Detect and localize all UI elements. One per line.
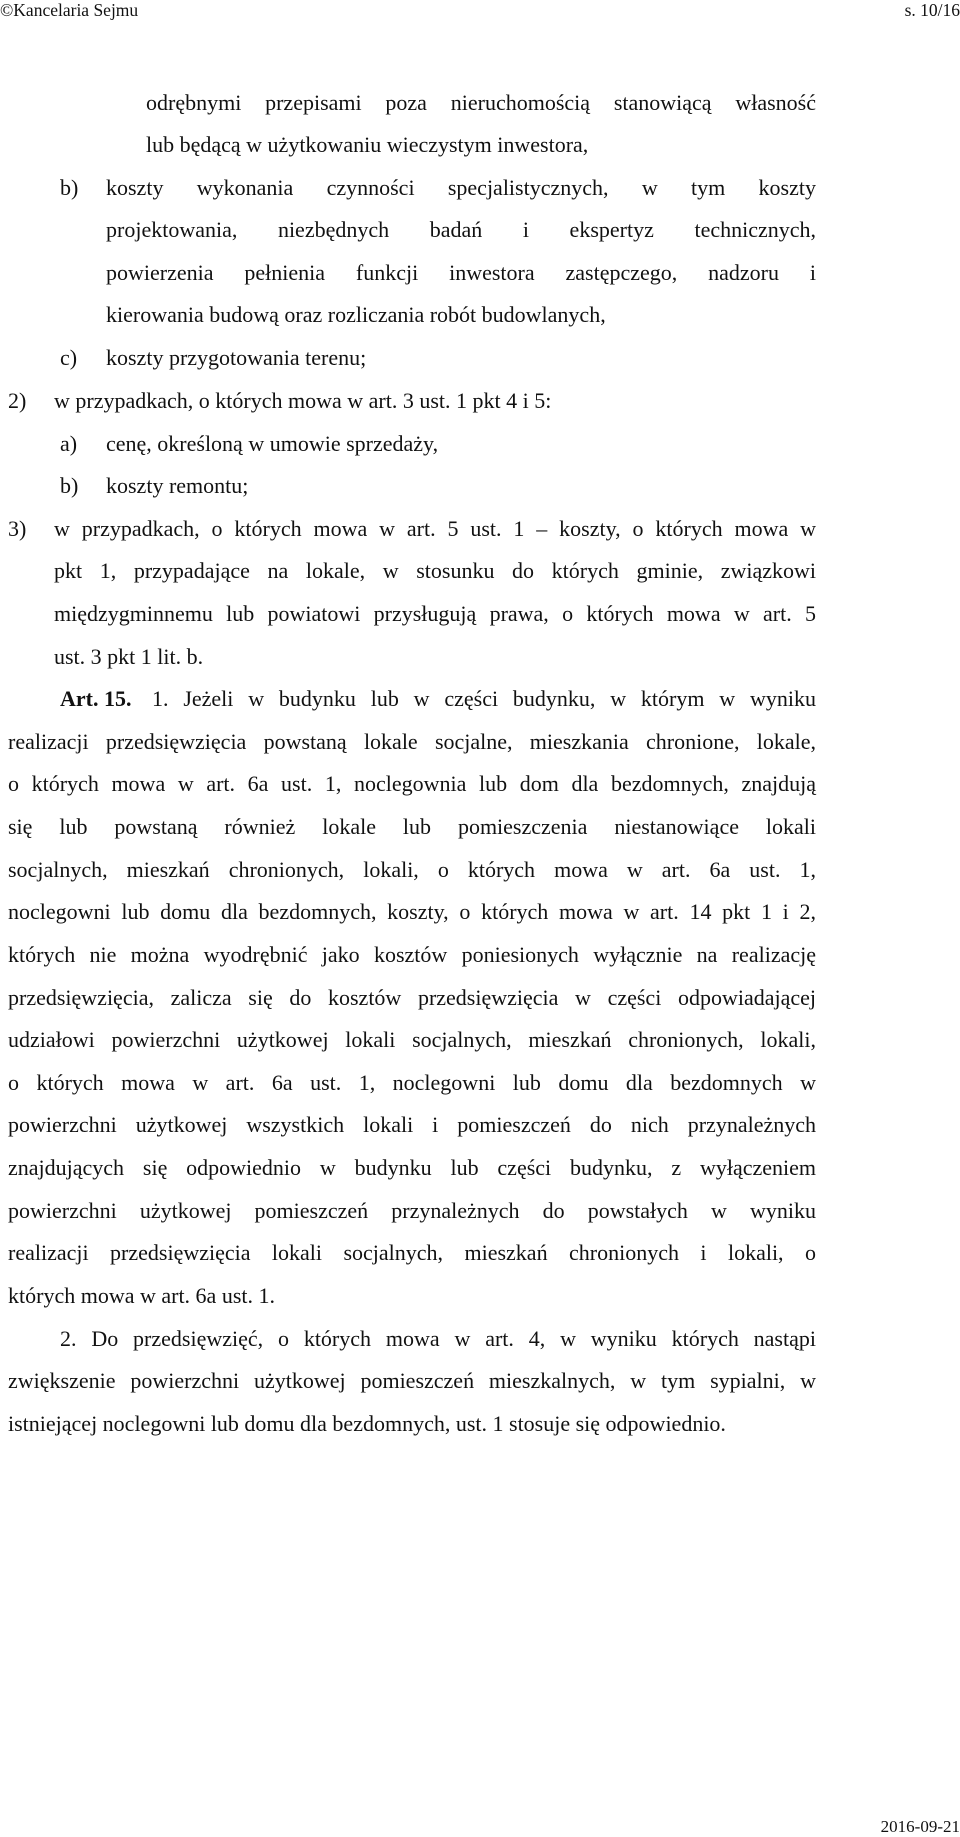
header-copyright: ©Kancelaria Sejmu — [0, 0, 139, 20]
text-line: realizacji przedsięwzięcia powstaną lokale socjalne, mieszkania chronione, lokale, — [8, 729, 816, 754]
text-line: powierzenia pełnienia funkcji inwestora zastępczego, nadzoru i — [106, 260, 816, 285]
text-line: realizacji przedsięwzięcia lokali socjalnych, mieszkań chronionych i lokali, o — [8, 1240, 816, 1265]
list-text: koszty przygotowania terenu; — [106, 345, 367, 370]
text-line: odrębnymi przepisami poza nieruchomością stanowiącą własność — [146, 90, 816, 115]
text-line: przedsięwzięcia, zalicza się do kosztów przedsięwzięcia w części odpowiadającej — [8, 985, 816, 1010]
text-line: lub będącą w użytkowaniu wieczystym inwestora, — [146, 132, 589, 157]
text-line: projektowania, niezbędnych badań i ekspertyz technicznych, — [106, 217, 816, 242]
text-line: których nie można wyodrębnić jako kosztów poniesionych wyłącznie na realizację — [8, 942, 816, 967]
text-line: międzygminnemu lub powiatowi przysługują prawa, o których mowa w art. 5 — [54, 601, 816, 626]
text-line: socjalnych, mieszkań chronionych, lokali, o których mowa w art. 6a ust. 1, — [8, 857, 816, 882]
list-label: b) — [60, 175, 79, 200]
text-line: powierzchni użytkowej wszystkich lokali i pomieszczeń do nich przynależnych — [8, 1112, 816, 1137]
list-text: w przypadkach, o których mowa w art. 5 ust. 1 – koszty, o których mowa w — [54, 516, 816, 541]
text-line: o których mowa w art. 6a ust. 1, noclegowni lub domu dla bezdomnych w — [8, 1070, 816, 1095]
list-text: cenę, określoną w umowie sprzedaży, — [106, 431, 439, 456]
article-text: 1. Jeżeli w budynku lub w części budynku, w którym w wyniku — [152, 686, 816, 711]
article-number: Art. 15. — [60, 686, 132, 711]
list-text: w przypadkach, o których mowa w art. 3 ust. 1 pkt 4 i 5: — [54, 388, 552, 413]
text-line: znajdujących się odpowiednio w budynku lub części budynku, z wyłączeniem — [8, 1155, 816, 1180]
list-label: b) — [60, 473, 79, 498]
list-text: koszty remontu; — [106, 473, 249, 498]
text-line: powierzchni użytkowej pomieszczeń przynależnych do powstałych w wyniku — [8, 1198, 816, 1223]
text-line: kierowania budową oraz rozliczania robót budowlanych, — [106, 302, 606, 327]
list-label: 3) — [8, 516, 27, 541]
text-line: istniejącej noclegowni lub domu dla bezdomnych, ust. 1 stosuje się odpowiednio. — [8, 1411, 726, 1436]
list-label: a) — [60, 431, 78, 456]
text-line: o których mowa w art. 6a ust. 1, noclegownia lub dom dla bezdomnych, znajdują — [8, 771, 816, 796]
header-page-number: s. 10/16 — [904, 0, 960, 20]
text-line: których mowa w art. 6a ust. 1. — [8, 1283, 275, 1308]
list-label: 2) — [8, 388, 27, 413]
text-line: pkt 1, przypadające na lokale, w stosunku do których gminie, związkowi — [54, 558, 816, 583]
list-text: koszty wykonania czynności specjalistycznych, w tym koszty — [106, 175, 816, 200]
footer-date: 2016-09-21 — [880, 1817, 960, 1836]
paragraph-2-start: 2. Do przedsięwzięć, o których mowa w art. 4, w wyniku których nastąpi — [60, 1326, 816, 1351]
text-line: udziałowi powierzchni użytkowej lokali socjalnych, mieszkań chronionych, lokali, — [8, 1027, 816, 1052]
text-line: noclegowni lub domu dla bezdomnych, koszty, o których mowa w art. 14 pkt 1 i 2, — [8, 899, 816, 924]
list-label: c) — [60, 345, 78, 370]
text-line: ust. 3 pkt 1 lit. b. — [54, 644, 204, 669]
text-line: się lub powstaną również lokale lub pomieszczenia niestanowiące lokali — [8, 814, 816, 839]
text-line: zwiększenie powierzchni użytkowej pomieszczeń mieszkalnych, w tym sypialni, w — [8, 1368, 816, 1393]
